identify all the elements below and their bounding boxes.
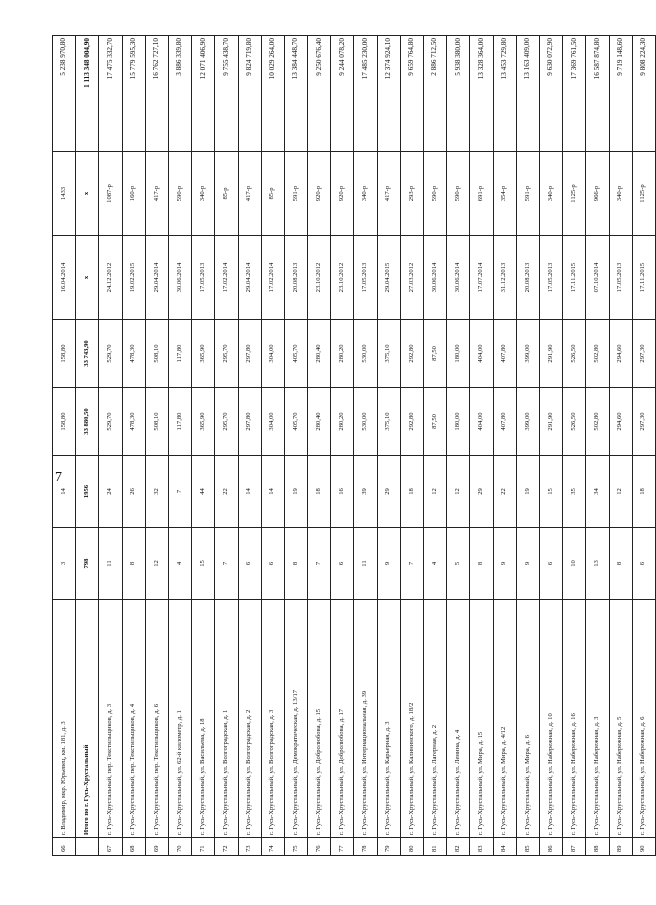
amount-cell: 3 886 339,80 <box>168 36 191 152</box>
amount-cell: 13 328 364,00 <box>470 36 493 152</box>
address-cell: г. Гусь-Хрустальный, ул. Интернациональная, д. 39 <box>354 600 377 838</box>
col3-cell: 12 <box>145 528 168 600</box>
address-cell: г. Гусь-Хрустальный, ул. Добролюбова, д. 17 <box>331 600 354 838</box>
order-cell: 1433 <box>53 152 76 236</box>
table-row <box>284 36 307 856</box>
row-number: 69 <box>145 838 168 856</box>
amount-cell: 13 384 448,70 <box>284 36 307 152</box>
area-cell: 530,00 <box>354 388 377 456</box>
amount-cell: 13 163 409,00 <box>516 36 539 152</box>
amount-cell: 17 369 761,50 <box>563 36 586 152</box>
area-cell: 280,40 <box>308 388 331 456</box>
area2-cell: 295,70 <box>215 320 238 388</box>
area2-cell: 158,80 <box>53 320 76 388</box>
order-cell: 590-р <box>447 152 470 236</box>
area-cell: 180,00 <box>447 388 470 456</box>
area2-cell: 526,50 <box>563 320 586 388</box>
row-number: 73 <box>238 838 261 856</box>
order-cell: 160-р <box>122 152 145 236</box>
area2-cell: 407,80 <box>493 320 516 388</box>
col3-cell: 7 <box>215 528 238 600</box>
address-cell: г. Гусь-Хрустальный, ул. Волгоградская, д. 2 <box>238 600 261 838</box>
col3-cell: 8 <box>122 528 145 600</box>
col3-cell: 6 <box>539 528 562 600</box>
address-cell: г. Гусь-Хрустальный, ул. Ленина, д. 4 <box>447 600 470 838</box>
order-cell: 591-р <box>516 152 539 236</box>
table-row <box>470 36 493 856</box>
amount-cell: 9 244 078,20 <box>331 36 354 152</box>
table-row <box>400 36 423 856</box>
col4-cell: 29 <box>377 456 400 528</box>
row-number: 81 <box>424 838 447 856</box>
table-row <box>308 36 331 856</box>
address-cell: г. Гусь-Хрустальный, ул. Васильева, д. 18 <box>192 600 215 838</box>
area-cell: 304,00 <box>261 388 284 456</box>
date-cell: 20.08.2013 <box>284 236 307 320</box>
address-cell: г. Гусь-Хрустальный, пер. Текстильщиков, д. 4 <box>122 600 145 838</box>
col3-cell: 13 <box>586 528 609 600</box>
amount-cell: 12 071 406,90 <box>192 36 215 152</box>
area2-cell: 365,90 <box>192 320 215 388</box>
col3-cell: 7 <box>308 528 331 600</box>
area-cell: 297,80 <box>238 388 261 456</box>
area-cell: 291,90 <box>539 388 562 456</box>
area2-cell: 87,50 <box>424 320 447 388</box>
order-cell: 354-р <box>493 152 516 236</box>
col4-cell: 14 <box>238 456 261 528</box>
col4-cell: 7 <box>168 456 191 528</box>
order-cell: 591-р <box>284 152 307 236</box>
area-cell: 365,90 <box>192 388 215 456</box>
amount-cell: 9 659 764,80 <box>400 36 423 152</box>
amount-cell: 12 374 924,10 <box>377 36 400 152</box>
table-row <box>539 36 562 856</box>
col4-cell: 44 <box>192 456 215 528</box>
area2-cell: 297,30 <box>632 320 655 388</box>
col4-cell: 29 <box>470 456 493 528</box>
table-row <box>192 36 215 856</box>
amount-cell: 5 938 380,00 <box>447 36 470 152</box>
col3-cell: 11 <box>354 528 377 600</box>
area2-cell: 405,70 <box>284 320 307 388</box>
area-cell: 502,80 <box>586 388 609 456</box>
address-cell: г. Гусь-Хрустальный, ул. Набережная, д. 16 <box>563 600 586 838</box>
order-cell: 1087-р <box>99 152 122 236</box>
address-cell: г. Гусь-Хрустальный, ул. Набережная, д. 10 <box>539 600 562 838</box>
order-cell: 340-р <box>354 152 377 236</box>
area2-cell: 304,00 <box>261 320 284 388</box>
area-cell: 158,80 <box>53 388 76 456</box>
table-row <box>215 36 238 856</box>
amount-cell: 9 630 072,90 <box>539 36 562 152</box>
col3-cell: 8 <box>609 528 632 600</box>
col4-cell: 12 <box>424 456 447 528</box>
table-row <box>632 36 655 856</box>
col3-cell: 6 <box>238 528 261 600</box>
date-cell: 17.11.2015 <box>563 236 586 320</box>
area-cell: 404,00 <box>470 388 493 456</box>
area-cell: 33 880,50 <box>76 388 99 456</box>
order-cell: 920-р <box>308 152 331 236</box>
col3-cell: 10 <box>563 528 586 600</box>
amount-cell: 10 029 264,00 <box>261 36 284 152</box>
order-cell: 85-р <box>261 152 284 236</box>
amount-cell: 9 719 148,60 <box>609 36 632 152</box>
col4-cell: 18 <box>632 456 655 528</box>
amount-cell: 16 587 874,80 <box>586 36 609 152</box>
col4-cell: 19 <box>284 456 307 528</box>
area-cell: 478,30 <box>122 388 145 456</box>
amount-cell: 2 886 712,50 <box>424 36 447 152</box>
row-number: 89 <box>609 838 632 856</box>
area-cell: 407,80 <box>493 388 516 456</box>
date-cell: 17.05.2013 <box>354 236 377 320</box>
area2-cell: 291,90 <box>539 320 562 388</box>
area-cell: 297,30 <box>632 388 655 456</box>
row-number: 71 <box>192 838 215 856</box>
col3-cell: 7 <box>400 528 423 600</box>
address-cell: г. Гусь-Хрустальный, ул. 62-й километр, д. 1 <box>168 600 191 838</box>
col4-cell: 39 <box>354 456 377 528</box>
address-cell: г. Гусь-Хрустальный, ул. Мира, д. 15 <box>470 600 493 838</box>
area2-cell: 399,00 <box>516 320 539 388</box>
area2-cell: 292,80 <box>400 320 423 388</box>
area2-cell: 297,80 <box>238 320 261 388</box>
date-cell: 30.06.2014 <box>424 236 447 320</box>
col4-cell: 26 <box>122 456 145 528</box>
row-number: 83 <box>470 838 493 856</box>
address-cell: г. Гусь-Хрустальный, ул. Набережная, д. 6 <box>632 600 655 838</box>
area2-cell: 404,00 <box>470 320 493 388</box>
area2-cell: 529,70 <box>99 320 122 388</box>
area2-cell: 530,00 <box>354 320 377 388</box>
table-row <box>447 36 470 856</box>
row-number: 70 <box>168 838 191 856</box>
table-row <box>238 36 261 856</box>
order-cell: 340-р <box>539 152 562 236</box>
order-cell: 590-р <box>424 152 447 236</box>
order-cell: 417-р <box>238 152 261 236</box>
housing-table <box>52 35 656 856</box>
table-row <box>493 36 516 856</box>
area-cell: 280,20 <box>331 388 354 456</box>
area2-cell: 180,00 <box>447 320 470 388</box>
table-row <box>424 36 447 856</box>
col3-cell: 5 <box>447 528 470 600</box>
row-number: 75 <box>284 838 307 856</box>
col4-cell: 15 <box>539 456 562 528</box>
order-cell: 417-р <box>145 152 168 236</box>
amount-cell: 9 824 719,80 <box>238 36 261 152</box>
row-number: 90 <box>632 838 655 856</box>
date-cell: 17.05.2013 <box>609 236 632 320</box>
col3-cell: 15 <box>192 528 215 600</box>
table-row <box>377 36 400 856</box>
date-cell: 31.12.2013 <box>493 236 516 320</box>
order-cell: 966-р <box>586 152 609 236</box>
address-cell: г. Гусь-Хрустальный, ул. Волгоградская, д. 3 <box>261 600 284 838</box>
col3-cell: 8 <box>470 528 493 600</box>
area-cell: 526,50 <box>563 388 586 456</box>
row-number: 86 <box>539 838 562 856</box>
address-cell: г. Гусь-Хрустальный, ул. Лагерная, д. 2 <box>424 600 447 838</box>
area-cell: 295,70 <box>215 388 238 456</box>
date-cell: 27.03.2012 <box>400 236 423 320</box>
table-row <box>122 36 145 856</box>
col4-cell: 18 <box>308 456 331 528</box>
area2-cell: 280,40 <box>308 320 331 388</box>
address-cell: г. Гусь-Хрустальный, ул. Мира, д. 4/12 <box>493 600 516 838</box>
row-number: 82 <box>447 838 470 856</box>
date-cell: 19.02.2015 <box>122 236 145 320</box>
row-number: 88 <box>586 838 609 856</box>
row-number: 74 <box>261 838 284 856</box>
table-row <box>354 36 377 856</box>
col3-cell: 4 <box>424 528 447 600</box>
table-row <box>516 36 539 856</box>
date-cell: 29.04.2015 <box>377 236 400 320</box>
amount-cell: 17 475 332,70 <box>99 36 122 152</box>
address-cell: г. Гусь-Хрустальный, пер. Текстильщиков, д. 6 <box>145 600 168 838</box>
row-number: 84 <box>493 838 516 856</box>
address-cell: г. Гусь-Хрустальный, ул. Калининского, д. 18/2 <box>400 600 423 838</box>
col3-cell: 6 <box>632 528 655 600</box>
area2-cell: 508,10 <box>145 320 168 388</box>
address-cell: г. Гусь-Хрустальный, пер. Текстильщиков, д. 3 <box>99 600 122 838</box>
row-number: 68 <box>122 838 145 856</box>
table-row <box>609 36 632 856</box>
area-cell: 292,80 <box>400 388 423 456</box>
col3-cell: 9 <box>493 528 516 600</box>
date-cell: 20.08.2013 <box>516 236 539 320</box>
date-cell: 17.05.2013 <box>539 236 562 320</box>
date-cell: 24.12.2012 <box>99 236 122 320</box>
order-cell: 85-р <box>215 152 238 236</box>
row-number: 77 <box>331 838 354 856</box>
date-cell: 17.05.2013 <box>192 236 215 320</box>
row-number: 87 <box>563 838 586 856</box>
order-cell: 590-р <box>168 152 191 236</box>
table-row <box>331 36 354 856</box>
col3-cell: 798 <box>76 528 99 600</box>
col3-cell: 11 <box>99 528 122 600</box>
date-cell: 23.10.2012 <box>331 236 354 320</box>
order-cell: 1125-р <box>563 152 586 236</box>
date-cell: 17.11.2015 <box>632 236 655 320</box>
area-cell: 294,60 <box>609 388 632 456</box>
amount-cell: 15 779 595,30 <box>122 36 145 152</box>
col4-cell: 18 <box>400 456 423 528</box>
address-cell: г. Гусь-Хрустальный, ул. Набережная, д. 5 <box>609 600 632 838</box>
table-row <box>145 36 168 856</box>
col3-cell: 9 <box>516 528 539 600</box>
area-cell: 375,10 <box>377 388 400 456</box>
col4-cell: 22 <box>215 456 238 528</box>
col3-cell: 4 <box>168 528 191 600</box>
col4-cell: 12 <box>447 456 470 528</box>
col4-cell: 1956 <box>76 456 99 528</box>
row-number <box>76 838 99 856</box>
amount-cell: 1 113 348 004,90 <box>76 36 99 152</box>
area2-cell: 280,20 <box>331 320 354 388</box>
col4-cell: 14 <box>53 456 76 528</box>
area-cell: 399,00 <box>516 388 539 456</box>
area-cell: 87,50 <box>424 388 447 456</box>
col3-cell: 8 <box>284 528 307 600</box>
table-row <box>76 36 99 856</box>
area2-cell: 478,30 <box>122 320 145 388</box>
page-number: 7 <box>55 470 62 485</box>
area2-cell: 294,60 <box>609 320 632 388</box>
address-cell: Итого по г. Гусь-Хрустальный <box>76 600 99 838</box>
amount-cell: 9 808 224,30 <box>632 36 655 152</box>
amount-cell: 5 238 970,80 <box>53 36 76 152</box>
row-number: 66 <box>53 838 76 856</box>
col4-cell: 14 <box>261 456 284 528</box>
amount-cell: 16 762 727,10 <box>145 36 168 152</box>
col4-cell: 32 <box>145 456 168 528</box>
address-cell: г. Гусь-Хрустальный, ул. Набережная, д. 3 <box>586 600 609 838</box>
col4-cell: 22 <box>493 456 516 528</box>
amount-cell: 17 485 230,00 <box>354 36 377 152</box>
date-cell: 29.04.2014 <box>238 236 261 320</box>
table-row <box>168 36 191 856</box>
date-cell: 17.02.2014 <box>261 236 284 320</box>
order-cell: x <box>76 152 99 236</box>
col4-cell: 19 <box>516 456 539 528</box>
table-row <box>53 36 76 856</box>
date-cell: x <box>76 236 99 320</box>
row-number: 85 <box>516 838 539 856</box>
address-cell: г. Гусь-Хрустальный, ул. Карьерная, д. 3 <box>377 600 400 838</box>
order-cell: 1125-р <box>632 152 655 236</box>
address-cell: г. Гусь-Хрустальный, ул. Демократическая, д. 13/17 <box>284 600 307 838</box>
row-number: 78 <box>354 838 377 856</box>
row-number: 79 <box>377 838 400 856</box>
col4-cell: 24 <box>99 456 122 528</box>
table-row <box>99 36 122 856</box>
date-cell: 17.02.2014 <box>215 236 238 320</box>
col3-cell: 6 <box>331 528 354 600</box>
amount-cell: 9 755 438,70 <box>215 36 238 152</box>
address-cell: г. Владимир, мкр. Юрьевец, км. 181, д. 3 <box>53 600 76 838</box>
table-row <box>261 36 284 856</box>
col4-cell: 16 <box>331 456 354 528</box>
order-cell: 417-р <box>377 152 400 236</box>
area2-cell: 33 743,90 <box>76 320 99 388</box>
col4-cell: 35 <box>563 456 586 528</box>
area2-cell: 502,80 <box>586 320 609 388</box>
col3-cell: 6 <box>261 528 284 600</box>
date-cell: 17.07.2014 <box>470 236 493 320</box>
order-cell: 340-р <box>192 152 215 236</box>
table-row <box>586 36 609 856</box>
date-cell: 16.04.2014 <box>53 236 76 320</box>
col3-cell: 3 <box>53 528 76 600</box>
address-cell: г. Гусь-Хрустальный, ул. Волгоградская, д. 1 <box>215 600 238 838</box>
col4-cell: 12 <box>609 456 632 528</box>
area-cell: 529,70 <box>99 388 122 456</box>
order-cell: 691-р <box>470 152 493 236</box>
address-cell: г. Гусь-Хрустальный, ул. Мира, д. 6 <box>516 600 539 838</box>
amount-cell: 9 250 676,40 <box>308 36 331 152</box>
row-number: 76 <box>308 838 331 856</box>
row-number: 72 <box>215 838 238 856</box>
date-cell: 29.04.2014 <box>145 236 168 320</box>
order-cell: 340-р <box>609 152 632 236</box>
col3-cell: 9 <box>377 528 400 600</box>
area2-cell: 375,10 <box>377 320 400 388</box>
area-cell: 405,70 <box>284 388 307 456</box>
row-number: 67 <box>99 838 122 856</box>
col4-cell: 34 <box>586 456 609 528</box>
order-cell: 293-р <box>400 152 423 236</box>
table-body <box>53 36 656 856</box>
row-number: 80 <box>400 838 423 856</box>
area-cell: 117,80 <box>168 388 191 456</box>
date-cell: 30.06.2014 <box>168 236 191 320</box>
date-cell: 23.10.2012 <box>308 236 331 320</box>
area2-cell: 117,80 <box>168 320 191 388</box>
date-cell: 30.06.2014 <box>447 236 470 320</box>
amount-cell: 13 453 729,80 <box>493 36 516 152</box>
date-cell: 07.10.2014 <box>586 236 609 320</box>
order-cell: 920-р <box>331 152 354 236</box>
area-cell: 508,10 <box>145 388 168 456</box>
address-cell: г. Гусь-Хрустальный, ул. Добролюбова, д. 15 <box>308 600 331 838</box>
table-row <box>563 36 586 856</box>
rotated-table-container <box>52 36 648 856</box>
